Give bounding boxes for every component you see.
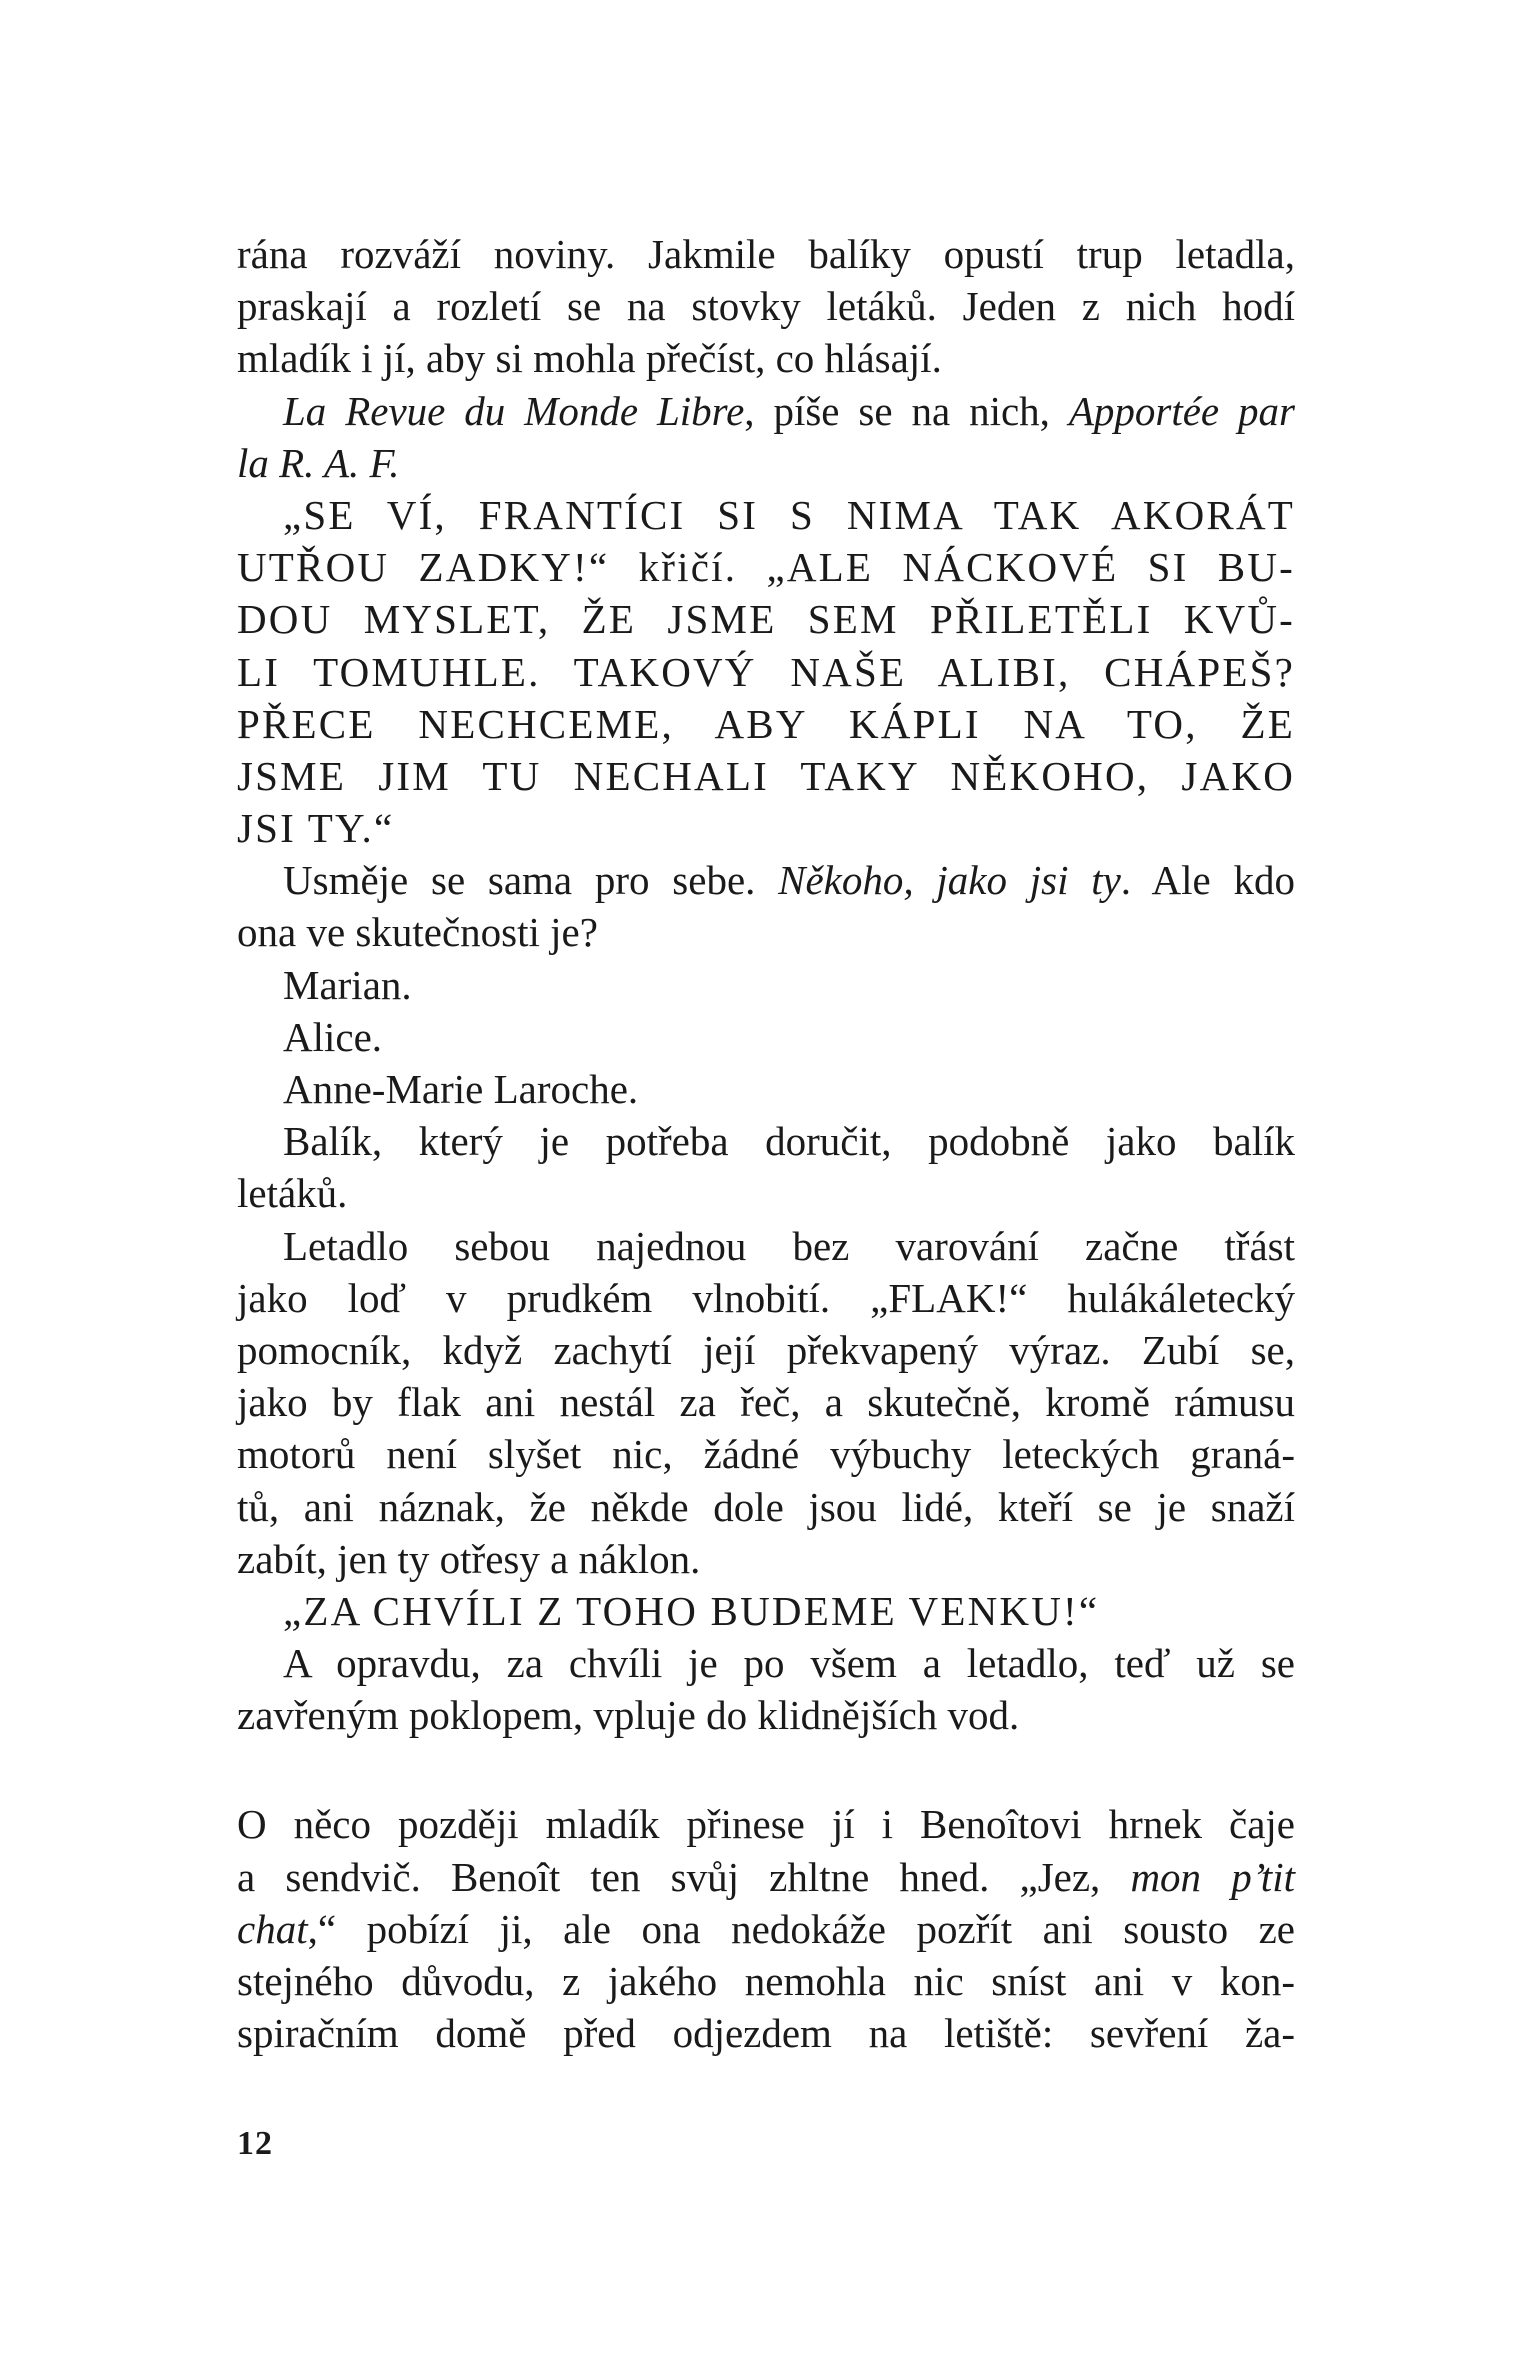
italic-text: Apportée par [1068, 387, 1295, 434]
text-line [237, 1324, 1295, 1376]
text-run: Letadlo sebou najednou bez varování začne třást [283, 1222, 1295, 1269]
paragraph [237, 1585, 1295, 1637]
paragraph [237, 228, 1295, 385]
italic-text: La Revue du Monde Libre [283, 387, 745, 434]
text-line [237, 1851, 1295, 1903]
paragraph [237, 1115, 1295, 1219]
text-line [237, 698, 1295, 750]
italic-text: chat [237, 1905, 308, 1952]
text-line [237, 489, 1295, 541]
paragraph [237, 1011, 1295, 1063]
text-run: Balík, který je potřeba doručit, podobně jako balík [283, 1118, 1295, 1165]
paragraph [237, 1798, 1295, 2059]
text-line [237, 1063, 1295, 1115]
text-run: stejného důvodu, z jakého nemohla nic sníst ani v kon- [237, 1958, 1295, 2004]
section-break [237, 1741, 1295, 1798]
text-run: Usměje se sama pro sebe. [283, 857, 779, 904]
text-run: tů, ani náznak, že někde dole jsou lidé, kteří se je snaží [237, 1483, 1295, 1530]
paragraph [237, 1220, 1295, 1585]
text-run: Alice. [283, 1013, 383, 1060]
text-line [237, 1585, 1295, 1637]
text-run: LI TOMUHLE. TAKOVÝ NAŠE ALIBI, CHÁPEŠ? [237, 648, 1295, 695]
text-line [237, 437, 1295, 489]
text-line [237, 1533, 1295, 1585]
italic-text: la R. A. F. [237, 439, 400, 486]
text-line [237, 1637, 1295, 1689]
text-run: „ZA CHVÍLI Z TOHO BUDEME VENKU!“ [283, 1587, 1100, 1634]
text-run: , píše se na nich, [744, 387, 1069, 434]
text-line [237, 1798, 1295, 1850]
italic-text: Někoho, jako jsi ty [778, 857, 1121, 904]
text-line [237, 1428, 1295, 1480]
text-line [237, 332, 1295, 384]
text-line [237, 1903, 1295, 1955]
text-line [237, 1481, 1295, 1533]
text-line [237, 593, 1295, 645]
text-run: jako by flak ani nestál za řeč, a skutečně, kromě rámusu [237, 1379, 1295, 1426]
text-run: motorů není slyšet nic, žádné výbuchy leteckých graná- [237, 1431, 1295, 1478]
text-line [237, 906, 1295, 958]
paragraph [237, 959, 1295, 1011]
text-line [237, 280, 1295, 332]
body-text [237, 228, 1295, 2059]
text-line [237, 802, 1295, 854]
text-line [237, 541, 1295, 593]
text-run: zavřeným poklopem, vpluje do klidnějších vod. [237, 1692, 1020, 1739]
text-line [237, 1272, 1295, 1324]
text-run: jako loď v prudkém vlnobití. „FLAK!“ hulákáletecký [237, 1274, 1295, 1321]
text-line [237, 1220, 1295, 1272]
paragraph [237, 385, 1295, 489]
text-line [237, 1376, 1295, 1428]
text-run: zabít, jen ty otřesy a náklon. [237, 1535, 701, 1582]
text-run: „SE VÍ, FRANTÍCI SI S NIMA TAK AKORÁT [283, 491, 1295, 538]
text-line [237, 2007, 1295, 2059]
text-run: spiračním domě před odjezdem na letiště: sevření ža- [237, 2010, 1295, 2057]
text-line [237, 646, 1295, 698]
text-run: A opravdu, za chvíli je po všem a letadlo, teď už se [283, 1640, 1295, 1687]
text-run: a sendvič. Benoît ten svůj zhltne hned. „Jez, [237, 1853, 1131, 1900]
text-line [237, 385, 1295, 437]
text-run: ,“ pobízí ji, ale ona nedokáže pozřít ani sousto ze [307, 1905, 1295, 1952]
text-run: pomocník, když zachytí její překvapený výraz. Zubí se, [237, 1326, 1295, 1373]
text-line [237, 1115, 1295, 1167]
text-run: ona ve skutečnosti je? [237, 909, 598, 956]
paragraph [237, 489, 1295, 854]
text-line [237, 1167, 1295, 1219]
text-line [237, 1955, 1295, 2007]
text-line [237, 1011, 1295, 1063]
text-run: mladík i jí, aby si mohla přečíst, co hlásají. [237, 335, 942, 382]
paragraph [237, 1637, 1295, 1741]
text-run: O něco později mladík přinese jí i Benoîtovi hrnek čaje [237, 1801, 1295, 1848]
text-run: Anne-Marie Laroche. [283, 1066, 639, 1112]
text-run: JSME JIM TU NECHALI TAKY NĚKOHO, JAKO [237, 752, 1295, 799]
text-line [237, 750, 1295, 802]
text-run: rána rozváží noviny. Jakmile balíky opustí trup letadla, [237, 231, 1295, 277]
text-line [237, 959, 1295, 1011]
text-line [237, 228, 1295, 280]
text-run: praskají a rozletí se na stovky letáků. Jeden z nich hodí [237, 283, 1295, 330]
page-number: 12 [237, 2125, 273, 2162]
text-run: . Ale kdo [1120, 857, 1295, 904]
text-line [237, 854, 1295, 906]
text-run: DOU MYSLET, ŽE JSME SEM PŘILETĚLI KVŮ- [237, 596, 1295, 643]
text-run: JSI TY.“ [237, 805, 395, 852]
text-run: PŘECE NECHCEME, ABY KÁPLI NA TO, ŽE [237, 700, 1295, 747]
italic-text: mon p’tit [1130, 1853, 1295, 1900]
text-line [237, 1689, 1295, 1741]
paragraph [237, 1063, 1295, 1115]
text-run: UTŘOU ZADKY!“ křičí. „ALE NÁCKOVÉ SI BU- [237, 544, 1295, 591]
text-run: letáků. [237, 1170, 348, 1217]
text-run: Marian. [283, 961, 412, 1008]
paragraph [237, 854, 1295, 958]
